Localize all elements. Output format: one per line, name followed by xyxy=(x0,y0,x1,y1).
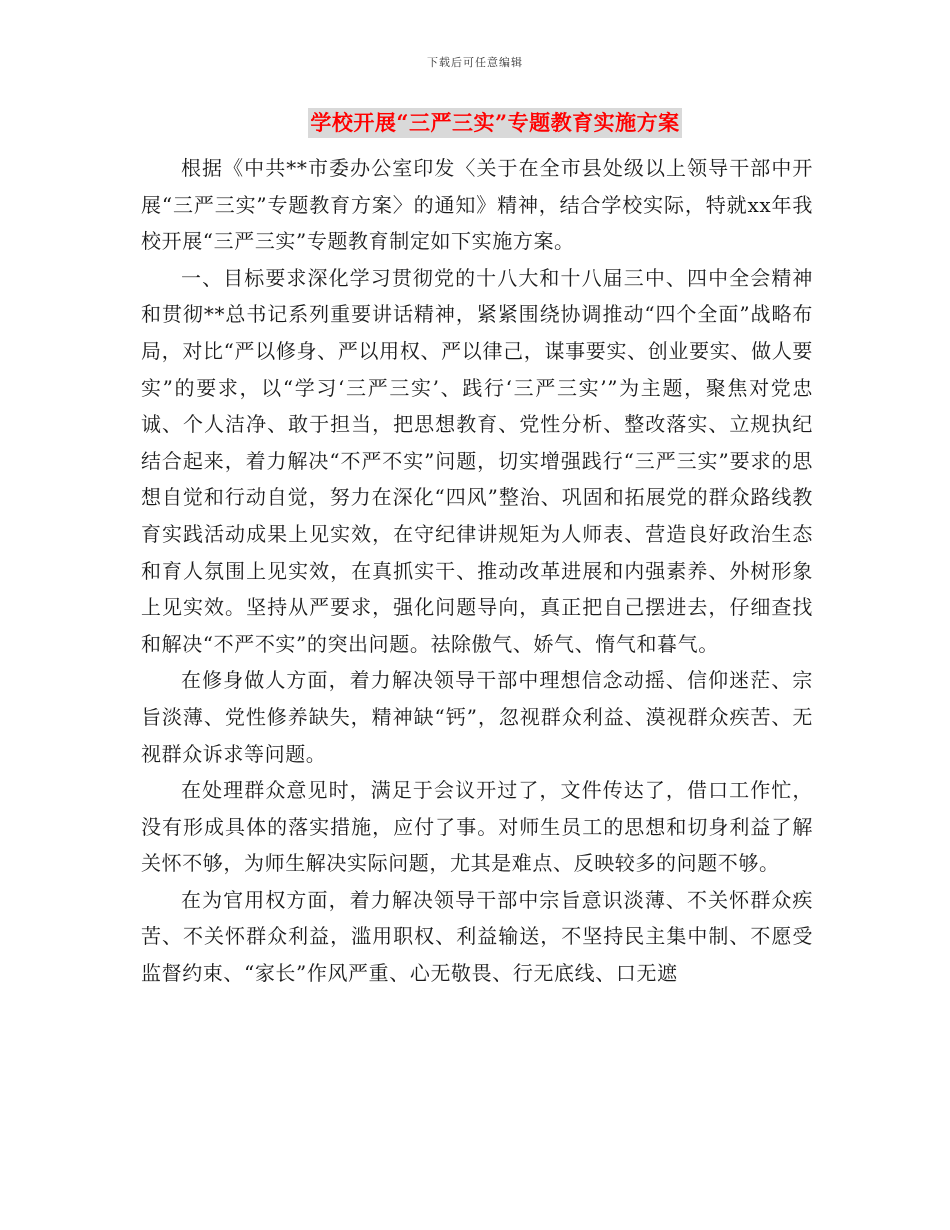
document-body xyxy=(141,150,813,992)
header-note: 下载后可任意编辑 xyxy=(427,56,523,69)
paragraph-intro: 根据《中共**市委办公室印发〈关于在全市县处级以上领导干部中开展“三严三实”专题教育方案〉的通知》精神，结合学校实际，特就xx年我校开展“三严三实”专题教育制定如下实施方案。 xyxy=(141,156,813,254)
title-container xyxy=(0,108,950,138)
paragraph-objectives: 一、目标要求深化学习贯彻党的十八大和十八届三中、四中全会精神和贯彻**总书记系列重要讲话精神，紧紧围绕协调推动“四个全面”战略布局，对比“严以修身、严以用权、严以律己，谋事要实、创业要实、做人要实”的要求，以“学习‘三严三实’、践行‘三严三实’”为主题，聚焦对党忠诚、个人洁净、敢于担当，把思想教育、党性分析、整改落实、立规执纪结合起来，着力解决“不严不实”问题，切实增强践行“三严三实”要求的思想自觉和行动自觉，努力在深化“四风”整治、巩固和拓展党的群众路线教育实践活动成果上见实效，在守纪律讲规矩为人师表、营造良好政治生态和育人氛围上见实效，在真抓实干、推动改革进展和内强素养、外树形象上见实效。坚持从严要求，强化问题导向，真正把自己摆进去，仔细查找和解决“不严不实”的突出问题。祛除傲气、娇气、惰气和暮气。 xyxy=(141,265,813,656)
paragraph-self-cultivation: 在修身做人方面，着力解决领导干部中理想信念动摇、信仰迷茫、宗旨淡薄、党性修养缺失，精神缺“钙”，忽视群众利益、漠视群众疾苦、无视群众诉求等问题。 xyxy=(141,668,813,766)
document-title: 学校开展“三严三实”专题教育实施方案 xyxy=(308,108,681,138)
paragraph-use-of-power: 在为官用权方面，着力解决领导干部中宗旨意识淡薄、不关怀群众疾苦、不关怀群众利益，滥用职权、利益输送，不坚持民主集中制、不愿受监督约束、“家长”作风严重、心无敬畏、行无底线、口无遮 xyxy=(141,887,813,986)
paragraph-handling-opinions: 在处理群众意见时，满足于会议开过了，文件传达了，借口工作忙，没有形成具体的落实措施，应付了事。对师生员工的思想和切身利益了解关怀不够，为师生解决实际问题，尤其是难点、反映较多的问题不够。 xyxy=(141,778,813,876)
